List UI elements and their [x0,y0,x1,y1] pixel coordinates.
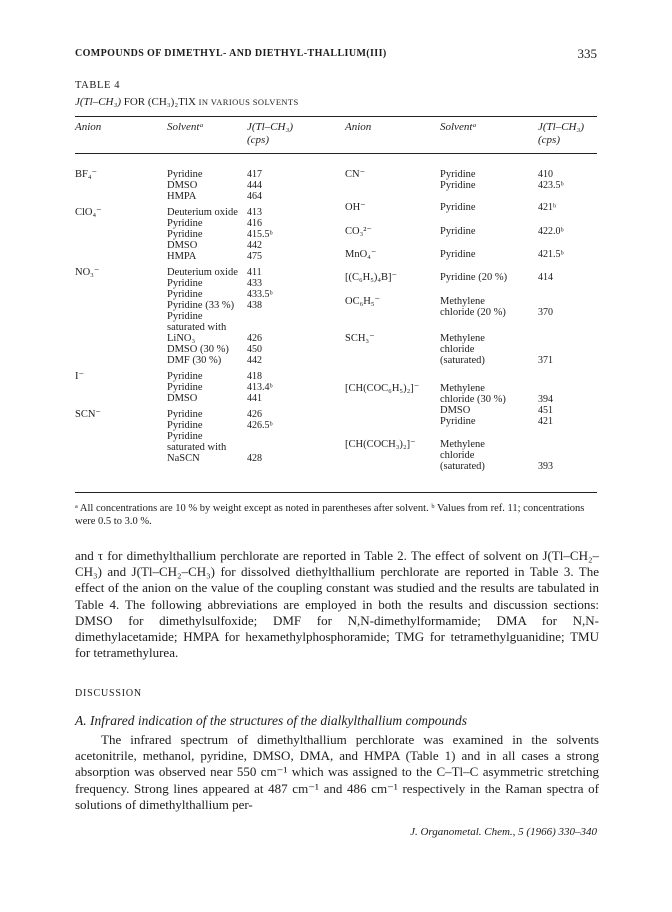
table-footnote: ᵃ All concentrations are 10 % by weight except as noted in parentheses after solvent. ᵇ Values from ref. 11; concentrations were 0.5 to 3.0 %. [75,503,585,527]
table-right-anion-cell: CN⁻ [345,169,366,180]
table-right-value-cell: 421ᵇ [538,202,557,213]
table-left-value-cell: 415.5ᵇ [247,229,273,240]
table-left-value-cell: 442 [247,355,262,366]
table-left-value-cell: 450 [247,344,262,355]
table-left-anion-cell: ClO₄⁻ [75,207,102,218]
running-header [75,48,597,64]
table-right-anion-cell: OH⁻ [345,202,366,213]
section-paragraph: The infrared spectrum of dimethylthallium perchlorate was examined in the solvents acetonitrile, methanol, pyridine, DMSO, DMA, and HMPA (Table 1) and in all cases a strong absorption was observed near 550 cm⁻¹ which was assigned to the C–Tl–C asymmetric stretching frequency. Strong lines appeared at 487 cm⁻¹ and 486 cm⁻¹ respectively in the Raman spectra of solutions of dimethylthallium per- [75,732,599,812]
table-left-solvent-cell: Pyridine [167,409,203,420]
table-left-solvent-cell: DMF (30 %) [167,355,222,366]
table-header-rule [75,153,597,154]
col-header-cps-left: (cps) [247,134,269,146]
table-left-solvent-cell: DMSO [167,393,198,404]
table-left-solvent-cell: Pyridine [167,289,203,300]
col-header-solvent-left: Solventᵃ [167,121,204,133]
table-left-solvent-cell: Pyridine [167,371,203,382]
running-title: COMPOUNDS OF DIMETHYL- AND DIETHYL-THALLIUM(III) [75,48,387,59]
table-left-solvent-cell: Pyridine [167,229,203,240]
table-top-rule [75,116,597,117]
table-right-value-cell: 394 [538,394,553,405]
table-right-solvent-cell: Methylene [440,296,485,307]
table-right-solvent-cell: Pyridine [440,202,476,213]
table-left-solvent-cell: HMPA [167,251,197,262]
table-right-value-cell: 423.5ᵇ [538,180,564,191]
table-right-value-cell: 422.0ᵇ [538,226,564,237]
table-right-anion-cell: [CH(COC₆H₅)₂]⁻ [345,383,420,394]
table-right-value-cell: 371 [538,355,553,366]
table-left-solvent-cell: Pyridine [167,311,203,322]
col-header-j-right: J(Tl–CH₃) [538,121,584,133]
table-right-value-cell: 370 [538,307,553,318]
table-right-solvent-cell: chloride [440,344,475,355]
table-caption-small: IN VARIOUS SOLVENTS [198,97,299,107]
table-right-value-cell: 421.5ᵇ [538,249,564,260]
table-left-value-cell: 416 [247,218,262,229]
table-right-value-cell: 393 [538,461,553,472]
table-left-solvent-cell: LiNO₃ [167,333,196,344]
table-right-solvent-cell: Methylene [440,333,485,344]
table-right-anion-cell: [(C₆H₅)₄B]⁻ [345,272,398,283]
body-paragraph: and τ for dimethylthallium perchlorate are reported in Table 2. The effect of solvent on J(Tl–CH₂–CH₃) and J(Tl–CH₂–CH₃) for dissolved diethylthallium perchlorate are reported in Table 3. The effect of the anion on the value of the coupling constant was studied and the results are tabulated in Table 4. The following abbreviations are employed in both the results and discussion sections: DMSO for dimethylsulfoxide; DMF for N,N-dimethylformamide; DMA for N,N-dimethylacetamide; HMPA for hexamethylphosphoramide; TMG for tetramethylguanidine; TMU for tetramethylurea. [75,548,599,661]
table-right-value-cell: 414 [538,272,553,283]
col-header-j-left: J(Tl–CH₃) [247,121,293,133]
table-left-solvent-cell: Pyridine [167,431,203,442]
table-right-solvent-cell: Methylene [440,439,485,450]
table-right-anion-cell: CO₃²⁻ [345,226,372,237]
table-caption-main: J(Tl–CH₃) [75,96,121,108]
table-right-solvent-cell: Pyridine [440,416,476,427]
table-left-solvent-cell: saturated with [167,442,227,453]
table-caption-rest: FOR (CH₃)₂TlX [121,96,199,108]
table-left-solvent-cell: HMPA [167,191,197,202]
table-left-solvent-cell: DMSO [167,180,198,191]
table-left-solvent-cell: NaSCN [167,453,200,464]
table-left-solvent-cell: DMSO (30 %) [167,344,229,355]
table-left-value-cell: 428 [247,453,262,464]
table-right-solvent-cell: Pyridine (20 %) [440,272,508,283]
table-left-solvent-cell: Deuterium oxide [167,207,238,218]
table-left-solvent-cell: saturated with [167,322,227,333]
table-left-value-cell: 444 [247,180,262,191]
table-left-value-cell: 426 [247,409,262,420]
col-header-cps-right: (cps) [538,134,560,146]
table-right-anion-cell: [CH(COCH₃)₂]⁻ [345,439,416,450]
table-right-value-cell: 421 [538,416,553,427]
table-left-anion-cell: I⁻ [75,371,85,382]
table-left-solvent-cell: Pyridine [167,382,203,393]
table-left-solvent-cell: Pyridine [167,218,203,229]
table-right-solvent-cell: Pyridine [440,180,476,191]
table-left-solvent-cell: Pyridine [167,278,203,289]
table-right-solvent-cell: chloride (30 %) [440,394,506,405]
table-left-value-cell: 442 [247,240,262,251]
col-header-anion-left: Anion [75,121,102,133]
table-right-solvent-cell: DMSO [440,405,471,416]
table-right-solvent-cell: Pyridine [440,169,476,180]
table-left-value-cell: 413.4ᵇ [247,382,273,393]
table-left-value-cell: 441 [247,393,262,404]
section-heading: A. Infrared indication of the structures of the dialkylthallium compounds [75,713,467,728]
table-left-anion-cell: SCN⁻ [75,409,101,420]
table-left-value-cell: 418 [247,371,262,382]
table-label: TABLE 4 [75,80,121,91]
table-right-solvent-cell: Pyridine [440,249,476,260]
table-left-value-cell: 413 [247,207,262,218]
page-number: 335 [577,46,597,61]
table-left-value-cell: 417 [247,169,262,180]
table-right-solvent-cell: Methylene [440,383,485,394]
table-left-solvent-cell: Pyridine [167,420,203,431]
table-right-value-cell: 451 [538,405,553,416]
table-left-anion-cell: BF₄⁻ [75,169,98,180]
journal-reference: J. Organometal. Chem., 5 (1966) 330–340 [410,826,597,838]
table-right-solvent-cell: chloride (20 %) [440,307,506,318]
table-right-solvent-cell: (saturated) [440,355,485,366]
table-left-anion-cell: NO₃⁻ [75,267,100,278]
table-left-value-cell: 433.5ᵇ [247,289,273,300]
table-left-solvent-cell: DMSO [167,240,198,251]
discussion-heading: DISCUSSION [75,688,142,699]
table-left-value-cell: 433 [247,278,262,289]
table-left-value-cell: 426 [247,333,262,344]
table-right-anion-cell: SCH₃⁻ [345,333,375,344]
table-bottom-rule [75,492,597,493]
table-right-value-cell: 410 [538,169,553,180]
col-header-solvent-right: Solventᵃ [440,121,477,133]
col-header-anion-right: Anion [345,121,372,133]
table-left-solvent-cell: Pyridine [167,169,203,180]
table-left-solvent-cell: Pyridine (33 %) [167,300,235,311]
table-right-solvent-cell: chloride [440,450,475,461]
table-left-value-cell: 426.5ᵇ [247,420,273,431]
table-right-anion-cell: OC₆H₅⁻ [345,296,381,307]
table-left-value-cell: 464 [247,191,262,202]
table-right-solvent-cell: Pyridine [440,226,476,237]
table-left-value-cell: 411 [247,267,262,278]
table-left-value-cell: 475 [247,251,262,262]
table-caption [75,96,299,108]
table-right-solvent-cell: (saturated) [440,461,485,472]
table-right-anion-cell: MnO₄⁻ [345,249,377,260]
table-left-solvent-cell: Deuterium oxide [167,267,238,278]
table-left-value-cell: 438 [247,300,262,311]
